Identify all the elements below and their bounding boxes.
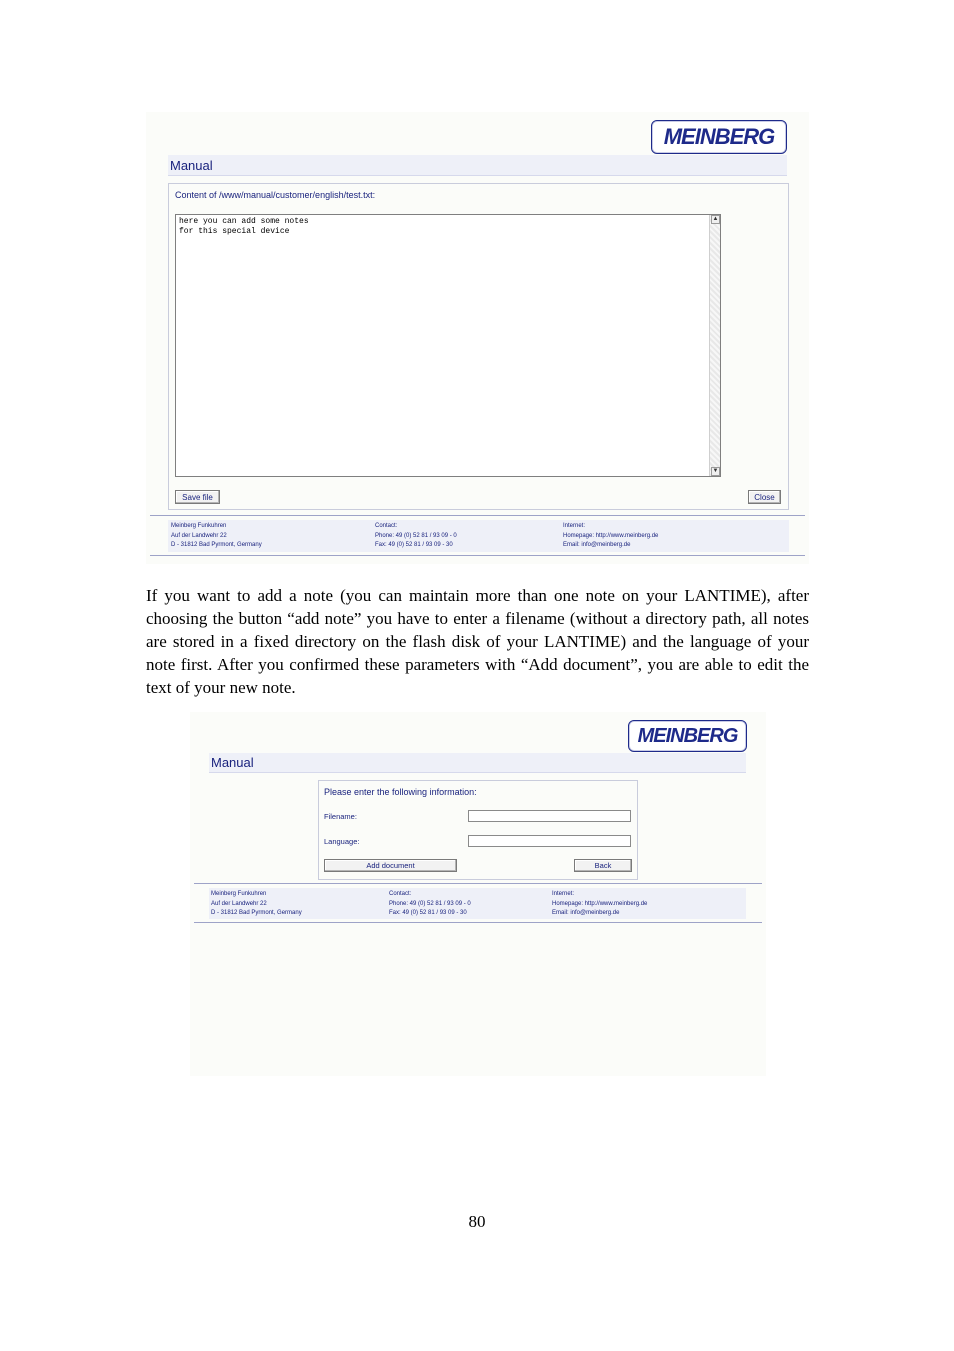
- footer: [168, 520, 789, 552]
- footer-line: Phone: 49 (0) 52 81 / 93 09 - 0: [375, 532, 457, 539]
- footer-line: Meinberg Funkuhren: [171, 523, 227, 529]
- scroll-up-icon: ▲: [712, 216, 719, 222]
- scroll-up-button[interactable]: [711, 215, 720, 224]
- footer-line: D - 31812 Bad Pyrmont, Germany: [211, 910, 302, 916]
- footer-line: Fax: 49 (0) 52 81 / 93 09 - 30: [375, 542, 453, 548]
- footer-line[interactable]: Homepage: http://www.meinberg.de: [552, 900, 648, 907]
- footer-internet: [563, 522, 658, 551]
- footer-line: Phone: 49 (0) 52 81 / 93 09 - 0: [389, 900, 471, 907]
- footer-bottom-rule: [194, 922, 762, 923]
- screenshot-add-note: [190, 712, 766, 1076]
- logo-text: MEINBERG: [637, 724, 738, 747]
- footer-line: Internet:: [552, 891, 575, 897]
- page-title: [168, 155, 787, 176]
- footer-top-rule: [150, 515, 805, 516]
- footer-internet: [552, 890, 647, 919]
- footer-top-rule: [194, 883, 762, 884]
- page-number: 80: [468, 1212, 486, 1231]
- scroll-down-icon: ▼: [712, 468, 719, 474]
- footer: [209, 888, 746, 919]
- note-textarea[interactable]: here you can add some notes for this special device: [175, 214, 721, 477]
- footer-line: Meinberg Funkuhren: [211, 891, 267, 897]
- footer-line: Auf der Landwehr 22: [211, 900, 267, 907]
- footer-contact: [375, 522, 457, 551]
- footer-bottom-rule: [150, 555, 805, 556]
- footer-address: [211, 890, 302, 919]
- filename-label: Filename:: [324, 812, 357, 821]
- language-label: Language:: [324, 837, 360, 846]
- scroll-down-button[interactable]: [711, 467, 720, 476]
- logo-text: MEINBERG: [663, 124, 775, 149]
- footer-contact: [389, 890, 471, 919]
- footer-line[interactable]: Email: info@meinberg.de: [552, 910, 620, 916]
- textarea-scrollbar[interactable]: [709, 215, 720, 476]
- footer-line: Contact:: [375, 523, 398, 529]
- footer-line: D - 31812 Bad Pyrmont, Germany: [171, 542, 262, 548]
- footer-line: Contact:: [389, 891, 412, 897]
- meinberg-logo: [651, 120, 787, 154]
- form-label: Please enter the following information:: [324, 787, 477, 797]
- page-title-text: Manual: [170, 157, 213, 173]
- filename-input[interactable]: [468, 810, 631, 822]
- language-input[interactable]: [468, 835, 631, 847]
- screenshot-edit-note: [146, 112, 809, 564]
- footer-line: Internet:: [563, 523, 586, 529]
- footer-line[interactable]: Email: info@meinberg.de: [563, 542, 631, 548]
- footer-line: Auf der Landwehr 22: [171, 532, 227, 539]
- body-paragraph: If you want to add a note (you can maintain more than one note on your LANTIME), after choosing the button “add note” you have to enter a filename (without a directory path, all notes are stored in a fixed directory on the flash disk of your LANTIME) and the language of your note first. After you confirmed these parameters with “Add document”, you are able to edit the text of your new note.: [146, 586, 809, 697]
- close-button[interactable]: Close: [748, 490, 781, 504]
- back-button[interactable]: Back: [574, 859, 632, 872]
- add-document-button[interactable]: Add document: [324, 859, 457, 872]
- save-file-button[interactable]: Save file: [175, 490, 220, 504]
- content-label: Content of /www/manual/customer/english/test.txt:: [175, 190, 376, 200]
- meinberg-logo: [628, 720, 747, 752]
- footer-line: Fax: 49 (0) 52 81 / 93 09 - 30: [389, 910, 467, 916]
- footer-line[interactable]: Homepage: http://www.meinberg.de: [563, 532, 659, 539]
- page-title: [209, 753, 746, 773]
- footer-address: [171, 522, 262, 551]
- page-title-text: Manual: [211, 755, 254, 770]
